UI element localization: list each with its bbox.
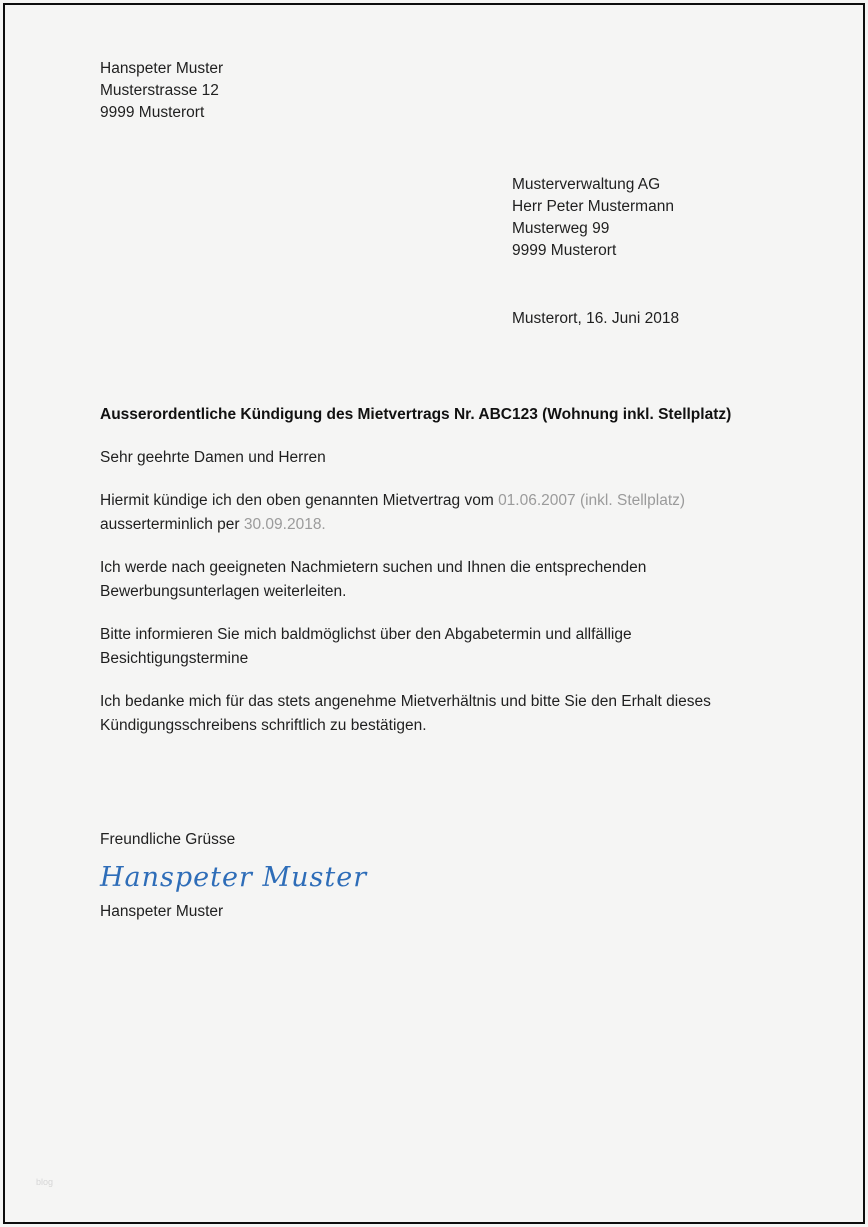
recipient-company: Musterverwaltung AG: [512, 176, 661, 193]
termination-text-2: ausserterminlich per: [100, 516, 244, 533]
paragraph-dank: Ich bedanke mich für das stets angenehme Mietverhältnis und bitte Sie den Erhalt dieses Kündigungsschreibens schriftlich zu bestätigen.: [100, 693, 711, 734]
termination-end-date: 30.09.2018.: [243, 516, 326, 533]
paragraph-termination: [100, 489, 772, 537]
date-line: Musterort, 16. Juni 2018: [512, 310, 680, 327]
paragraph-nachmieter: Ich werde nach geeigneten Nachmietern suchen und Ihnen die entsprechenden Bewerbungsunterlagen weiterleiten.: [100, 559, 647, 600]
sender-address: [100, 58, 772, 124]
watermark-text: blog: [36, 1177, 54, 1187]
handwritten-signature: Hanspeter Muster: [100, 862, 368, 893]
termination-start-date: 01.06.2007 (inkl. Stellplatz): [498, 492, 686, 509]
letter-content: [100, 58, 772, 924]
sender-name: Hanspeter Muster: [100, 60, 224, 77]
recipient-street: Musterweg 99: [512, 220, 610, 237]
signer-name: Hanspeter Muster: [100, 903, 224, 920]
recipient-contact: Herr Peter Mustermann: [512, 198, 674, 215]
recipient-address: [512, 174, 772, 262]
subject-line: Ausserordentliche Kündigung des Mietvertrags Nr. ABC123 (Wohnung inkl. Stellplatz): [100, 406, 732, 423]
paragraph-termine: Bitte informieren Sie mich baldmöglichst über den Abgabetermin und allfällige Besichtigungstermine: [100, 626, 632, 667]
recipient-city: 9999 Musterort: [512, 242, 617, 259]
salutation: Sehr geehrte Damen und Herren: [100, 449, 326, 466]
termination-text-1: Hiermit kündige ich den oben genannten Mietvertrag vom: [100, 492, 499, 509]
sender-street: Musterstrasse 12: [100, 82, 219, 99]
closing-phrase: Freundliche Grüsse: [100, 831, 236, 848]
sender-city: 9999 Musterort: [100, 104, 205, 121]
